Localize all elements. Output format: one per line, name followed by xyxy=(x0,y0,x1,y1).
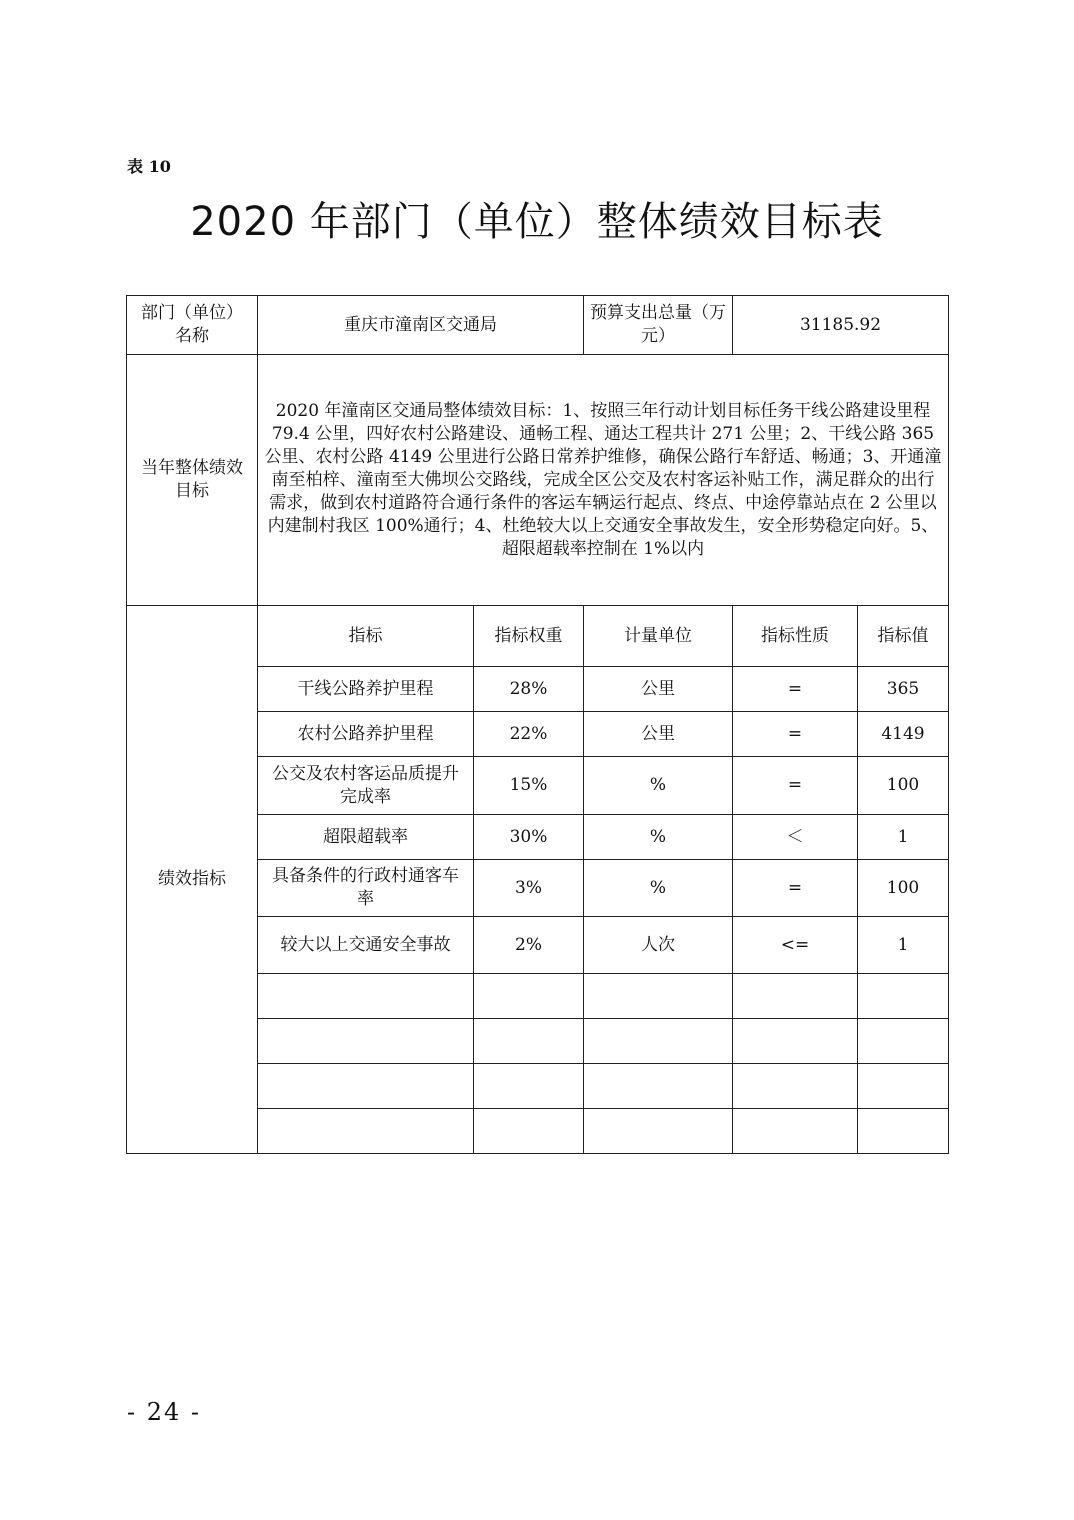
indicator-name: 公交及农村客运品质提升完成率 xyxy=(258,757,474,815)
budget-value: 31185.92 xyxy=(733,296,949,355)
indicator-nature: = xyxy=(733,667,858,712)
indicator-nature: <= xyxy=(733,917,858,974)
indicator-value: 1 xyxy=(858,815,949,860)
indicator-weight: 3% xyxy=(474,860,584,917)
table-number: 表 10 xyxy=(127,157,171,176)
goal-row xyxy=(127,355,949,606)
indicator-nature: = xyxy=(733,860,858,917)
indicator-weight: 15% xyxy=(474,757,584,815)
indicator-unit: 公里 xyxy=(584,667,733,712)
indicator-unit: 公里 xyxy=(584,712,733,757)
indicator-nature: ＜ xyxy=(733,815,858,860)
indicator-weight: 28% xyxy=(474,667,584,712)
indicator-name: 超限超载率 xyxy=(258,815,474,860)
budget-label: 预算支出总量（万元） xyxy=(584,296,733,355)
column-header: 指标值 xyxy=(858,606,949,667)
indicator-value: 4149 xyxy=(858,712,949,757)
indicator-value: 100 xyxy=(858,860,949,917)
indicator-unit: % xyxy=(584,757,733,815)
dept-label: 部门（单位）名称 xyxy=(127,296,258,355)
indicator-name: 农村公路养护里程 xyxy=(258,712,474,757)
page-title: 2020 年部门（单位）整体绩效目标表 xyxy=(190,199,884,245)
indicator-unit: % xyxy=(584,860,733,917)
column-header: 计量单位 xyxy=(584,606,733,667)
indicator-name: 较大以上交通安全事故 xyxy=(258,917,474,974)
indicator-nature: = xyxy=(733,712,858,757)
indicator-value: 365 xyxy=(858,667,949,712)
indicator-unit: 人次 xyxy=(584,917,733,974)
goal-label: 当年整体绩效目标 xyxy=(127,355,258,606)
goal-text: 2020 年潼南区交通局整体绩效目标：1、按照三年行动计划目标任务干线公路建设里程 79.4 公里，四好农村公路建设、通畅工程、通达工程共计 271 公里；2、干线公路 365 公里、农村公路 4149 公里进行公路日常养护维修，确保公路行车舒适、畅通；3、开通潼南至柏梓、潼南至大佛坝公交路线，完成全区公交及农村客运补贴工作，满足群众的出行需求，做到农村道路符合通行条件的客运车辆运行起点、终点、中途停靠站点在 2 公里以内建制村我区 100%通行；4、杜绝较大以上交通安全事故发生，安全形势稳定向好。5、超限超载率控制在 1%以内 xyxy=(258,355,949,606)
performance-table xyxy=(126,295,949,1154)
indicator-weight: 30% xyxy=(474,815,584,860)
indicator-name: 干线公路养护里程 xyxy=(258,667,474,712)
indicator-value: 1 xyxy=(858,917,949,974)
info-row xyxy=(127,296,949,355)
indicator-nature: = xyxy=(733,757,858,815)
page-number: - 24 - xyxy=(127,1398,202,1426)
indicators-label: 绩效指标 xyxy=(127,606,258,1154)
column-header: 指标 xyxy=(258,606,474,667)
indicator-header-row xyxy=(127,606,949,667)
indicator-unit: % xyxy=(584,815,733,860)
column-header: 指标权重 xyxy=(474,606,584,667)
indicator-name: 具备条件的行政村通客车率 xyxy=(258,860,474,917)
indicator-value: 100 xyxy=(858,757,949,815)
indicator-weight: 2% xyxy=(474,917,584,974)
indicator-weight: 22% xyxy=(474,712,584,757)
column-header: 指标性质 xyxy=(733,606,858,667)
dept-value: 重庆市潼南区交通局 xyxy=(258,296,584,355)
